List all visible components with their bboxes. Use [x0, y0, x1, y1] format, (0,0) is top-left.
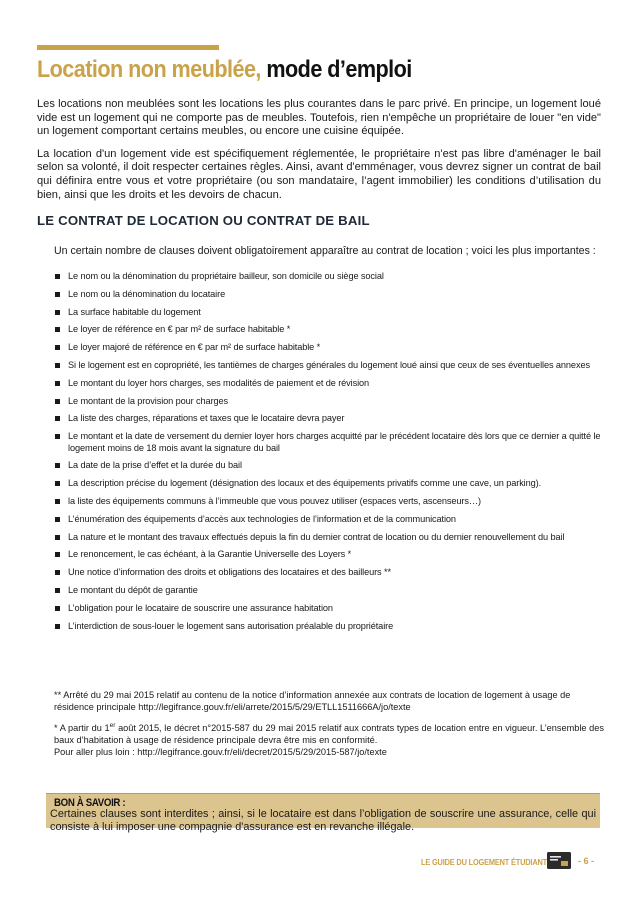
- list-item: [54, 342, 602, 353]
- list-item-text: La surface habitable du logement: [68, 306, 201, 317]
- list-item: [54, 478, 602, 489]
- list-item: [54, 532, 602, 543]
- footnote-single-star-text: août 2015, le décret n°2015-587 du 29 mai 2015 relatif aux contrats types de location entre en vigueur. L’ensemble des baux d’habitation à usage de résidence principale devra être mis en conformité.: [54, 723, 604, 746]
- list-item: [54, 307, 602, 318]
- footnote-superscript: er: [109, 722, 116, 729]
- square-bullet-icon: [55, 310, 60, 315]
- list-item-text: Le loyer de référence en € par m² de surface habitable *: [68, 324, 291, 335]
- list-item-text: L’interdiction de sous-louer le logement sans autorisation préalable du propriétaire: [68, 620, 394, 631]
- list-item-text: La liste des charges, réparations et taxes que le locataire devra payer: [68, 413, 345, 424]
- square-bullet-icon: [55, 363, 60, 368]
- tip-box: [46, 793, 600, 833]
- list-item-text: la liste des équipements communs à l’immeuble que vous pouvez utiliser (espaces verts, ascenseurs…): [68, 495, 481, 506]
- list-item-text: Une notice d’information des droits et obligations des locataires et des bailleurs **: [68, 567, 391, 578]
- section-heading: LE CONTRAT DE LOCATION OU CONTRAT DE BAIL: [37, 213, 370, 228]
- footnote-single-star-prefix: * A partir du 1: [54, 723, 110, 734]
- footnote-more-info: Pour aller plus loin : http://legifrance.gouv.fr/eli/decret/2015/5/29/2015-587/jo/texte: [54, 747, 387, 758]
- square-bullet-icon: [55, 399, 60, 404]
- century21-logo-icon: [547, 852, 571, 869]
- square-bullet-icon: [55, 517, 60, 522]
- list-item-text: Le nom ou la dénomination du propriétaire bailleur, son domicile ou siège social: [68, 271, 384, 281]
- list-item-text: La date de la prise d’effet et la durée du bail: [68, 460, 242, 471]
- clauses-intro: Un certain nombre de clauses doivent obligatoirement apparaître au contrat de location ; voici les plus importantes :: [54, 245, 596, 257]
- square-bullet-icon: [55, 499, 60, 504]
- list-item-text: L’énumération des équipements d’accès aux technologies de l’information et de la communication: [68, 513, 456, 524]
- list-item: [54, 396, 602, 407]
- list-item: [54, 567, 602, 578]
- intro-paragraph: La location d'un logement vide est spécifiquement réglementée, le propriétaire n'est pas libre d'aménager le bail selon sa volonté, il doit respecter certaines règles. Ainsi, avant d'emménager, vous devrez signer un contrat de bail qui définira entre vous et votre propriétaire (ou son mandataire, l’agent immobilier) les conditions d’utilisation du bien, ainsi que les droits et les devoirs de chacun.: [37, 147, 601, 201]
- list-item-text: L’obligation pour le locataire de souscrire une assurance habitation: [68, 602, 333, 613]
- page-title: [37, 56, 412, 84]
- square-bullet-icon: [55, 624, 60, 629]
- square-bullet-icon: [55, 292, 60, 297]
- square-bullet-icon: [55, 463, 60, 468]
- list-item: [54, 603, 602, 614]
- footnote-double-star: ** Arrêté du 29 mai 2015 relatif au contenu de la notice d’information annexée aux contrats de location de logement à usage de résidence principale http://legifrance.gouv.fr/eli/arrete/2015/5/29/ETLL1511666A/jo/texte: [54, 690, 571, 712]
- list-item: [54, 549, 602, 560]
- footnotes: [54, 689, 604, 765]
- intro-section: [37, 98, 601, 211]
- list-item: [54, 360, 602, 371]
- square-bullet-icon: [55, 552, 60, 557]
- square-bullet-icon: [55, 570, 60, 575]
- list-item: [54, 585, 602, 596]
- square-bullet-icon: [55, 535, 60, 540]
- list-item-text: Le montant de la provision pour charges: [68, 395, 229, 406]
- list-item-text: Le loyer majoré de référence en € par m² de surface habitable *: [68, 342, 321, 353]
- list-item: [54, 289, 602, 300]
- footer-guide-label: LE GUIDE DU LOGEMENT ÉTUDIANT: [421, 857, 547, 867]
- square-bullet-icon: [55, 327, 60, 332]
- list-item: [54, 460, 602, 471]
- list-item: [54, 378, 602, 389]
- square-bullet-icon: [55, 606, 60, 611]
- square-bullet-icon: [55, 274, 60, 279]
- list-item: [54, 514, 602, 525]
- list-item-text: Le montant du dépôt de garantie: [68, 584, 198, 595]
- footnote-single-star: [54, 720, 604, 746]
- page-title-highlight: Location non meublée,: [37, 56, 261, 83]
- title-accent-rule: [37, 45, 219, 50]
- square-bullet-icon: [55, 345, 60, 350]
- clauses-list: [54, 271, 602, 638]
- list-item-text: Le montant du loyer hors charges, ses modalités de paiement et de révision: [68, 377, 370, 388]
- list-item: [54, 271, 602, 282]
- square-bullet-icon: [55, 588, 60, 593]
- list-item: [54, 324, 602, 335]
- list-item-text: Le renoncement, le cas échéant, à la Garantie Universelle des Loyers *: [68, 549, 352, 560]
- list-item-text: Le montant et la date de versement du dernier loyer hors charges acquitté par le précédent locataire dès lors que ce dernier a quitté le logement moins de 18 mois avant la signature du bail: [68, 431, 601, 453]
- page-number: - 6 -: [578, 856, 595, 866]
- tip-label: BON À SAVOIR :: [54, 797, 126, 809]
- list-item: [54, 621, 602, 632]
- list-item-text: Si le logement est en copropriété, les tantièmes de charges générales du logement loué ainsi que ceux de ses éventuelles annexes: [68, 359, 590, 370]
- list-item: [54, 431, 602, 454]
- square-bullet-icon: [55, 481, 60, 486]
- intro-paragraph: Les locations non meublées sont les locations les plus courantes dans le parc privé. En principe, un logement loué vide est un logement qui ne comporte pas de meubles. Toutefois, rien n'empêche un propriétaire de louer "en vide" un logement comportant certains meubles, ou encore une cuisine équipée.: [37, 98, 601, 138]
- list-item: [54, 413, 602, 424]
- page-title-rest: mode d’emploi: [260, 56, 412, 83]
- list-item-text: La nature et le montant des travaux effectués depuis la fin du dernier contrat de location ou du dernier renouvellement du bail: [68, 531, 565, 542]
- list-item-text: Le nom ou la dénomination du locataire: [68, 288, 226, 299]
- square-bullet-icon: [55, 416, 60, 421]
- square-bullet-icon: [55, 434, 60, 439]
- tip-text: Certaines clauses sont interdites ; ainsi, si le locataire est dans l’obligation de souscrire une assurance, celle qui consiste à lui imposer une compagnie d'assurance est en revanche illégale.: [50, 808, 596, 833]
- square-bullet-icon: [55, 381, 60, 386]
- list-item: [54, 496, 602, 507]
- list-item-text: La description précise du logement (désignation des locaux et des équipements privatifs comme une cave, un parking).: [68, 478, 542, 489]
